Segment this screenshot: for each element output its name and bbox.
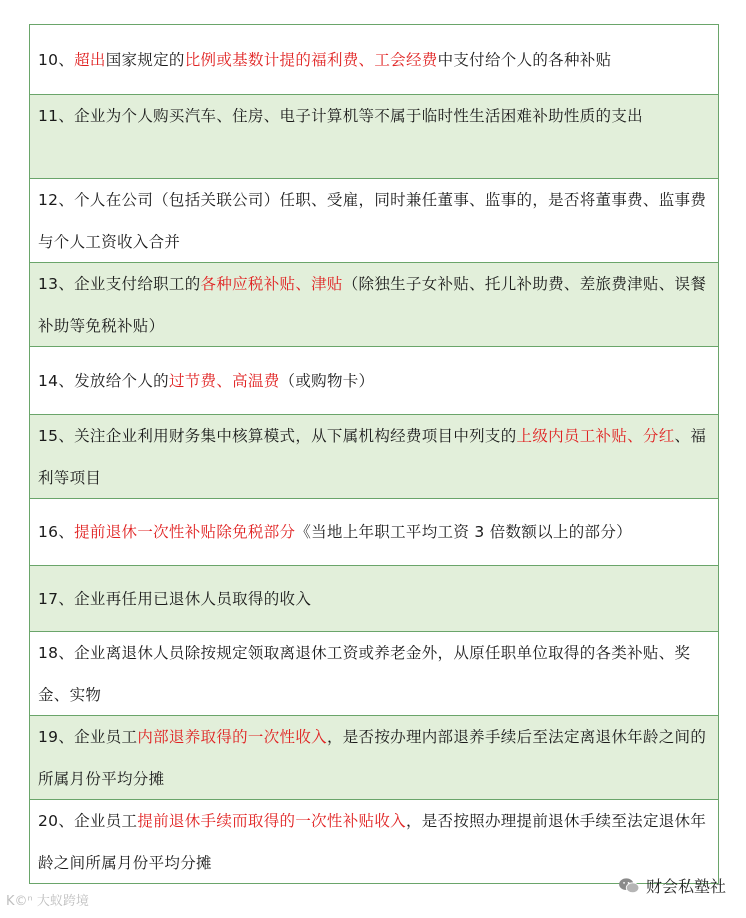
table-row <box>30 715 718 799</box>
left-watermark: K©ⁿ 大蚁跨境 <box>6 894 89 909</box>
table-row <box>30 178 718 262</box>
wechat-icon <box>618 877 640 895</box>
table-row <box>30 94 718 178</box>
row-text <box>38 415 710 498</box>
row-text <box>38 632 710 715</box>
row-text-segment: 12、个人在公司（包括关联公司）任职、受雇，同时兼任董事、监事的，是否将董事费、监事费与个人工资收入合并 <box>38 191 707 251</box>
row-text <box>38 511 632 553</box>
row-text-segment: （或购物卡） <box>279 371 375 390</box>
highlighted-text: 上级内员工补贴、分红 <box>516 427 675 445</box>
row-text-segment: 16、 <box>38 523 75 541</box>
footer <box>0 868 746 918</box>
brand-name: 财会私塾社 <box>645 877 726 896</box>
highlighted-text: 提前退休一次性补贴除免税部分 <box>74 523 296 541</box>
row-text-segment: ，是否按照办理提前退休手续至法定退休年龄之间所属月份平均分摊 <box>38 812 707 872</box>
row-text-segment: 11、企业为个人购买汽车、住房、电子计算机等不属于临时性生活困难补助性质的支出 <box>38 107 643 125</box>
highlighted-text: 比例或基数计提的福利费、工会经费 <box>184 50 438 69</box>
row-text-segment: 、福利等项目 <box>38 427 707 487</box>
table-row <box>30 25 718 94</box>
highlighted-text: 内部退养取得的一次性收入 <box>137 728 327 746</box>
table-row <box>30 498 718 565</box>
highlighted-text: 过节费、高温费 <box>168 371 280 390</box>
table-row <box>30 346 718 414</box>
highlighted-text: 各种应税补贴、津贴 <box>200 275 343 293</box>
row-text <box>38 360 374 402</box>
row-text <box>38 179 710 262</box>
policy-table <box>29 24 719 884</box>
table-row <box>30 565 718 631</box>
table-row <box>30 631 718 715</box>
row-text <box>38 578 311 620</box>
right-watermark <box>618 874 726 897</box>
row-text-segment: 14、发放给个人的 <box>38 371 169 390</box>
row-text-segment: 17、企业再任用已退休人员取得的收入 <box>38 589 312 608</box>
row-text <box>38 263 710 346</box>
row-text-segment: 20、企业员工 <box>38 812 138 830</box>
row-text-segment: 18、企业离退休人员除按规定领取离退休工资或养老金外，从原任职单位取得的各类补贴、奖金、实物 <box>38 644 691 704</box>
table-row <box>30 262 718 346</box>
row-text-segment: ，是否按办理内部退养手续后至法定离退休年龄之间的所属月份平均分摊 <box>38 728 707 788</box>
table-row <box>30 414 718 498</box>
row-text-segment: 13、企业支付给职工的 <box>38 275 201 293</box>
row-text <box>38 95 710 137</box>
row-text-segment: （除独生子女补贴、托儿补助费、差旅费津贴、误餐补助等免税补贴） <box>38 275 707 335</box>
row-text-segment: 19、企业员工 <box>38 728 138 746</box>
row-text-segment: 15、关注企业利用财务集中核算模式，从下属机构经费项目中列支的 <box>38 427 517 445</box>
row-text-segment: 10、 <box>38 50 75 69</box>
row-text <box>38 39 611 81</box>
highlighted-text: 超出 <box>74 50 106 69</box>
highlighted-text: 提前退休手续而取得的一次性补贴收入 <box>137 812 406 830</box>
row-text-segment: 《当地上年职工平均工资 3 倍数额以上的部分） <box>295 523 632 541</box>
row-text-segment: 中支付给个人的各种补贴 <box>437 50 612 69</box>
row-text-segment: 国家规定的 <box>105 50 185 69</box>
row-text <box>38 716 710 799</box>
